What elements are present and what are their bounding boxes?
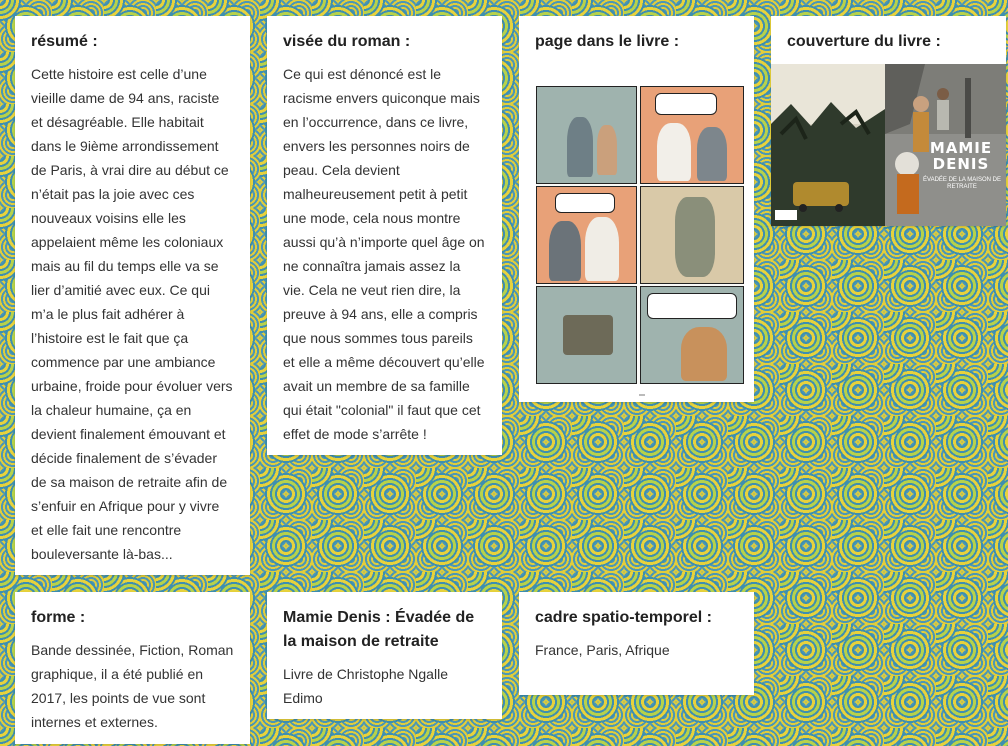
card-cover-image[interactable] (771, 16, 1006, 226)
card-title: visée du roman : (283, 33, 411, 50)
card-book-title[interactable] (267, 592, 502, 719)
comic-panel (536, 186, 637, 284)
card-body: Bande dessinée, Fiction, Roman graphique, il a été publié en 2017, les points de vue sont internes et externes. (31, 642, 234, 730)
figure-shape (657, 123, 691, 181)
comic-panel (536, 86, 637, 184)
card-title: Mamie Denis : Évadée de la maison de retraite (283, 609, 475, 650)
cover-front (885, 64, 1006, 226)
speech-bubble (555, 193, 615, 213)
card-cadre[interactable] (519, 592, 754, 695)
card-title: cadre spatio-temporel : (535, 609, 712, 626)
comic-page-image[interactable] (536, 86, 744, 384)
card-title: page dans le livre : (535, 33, 680, 50)
speech-bubble (647, 293, 737, 319)
speech-bubble (655, 93, 717, 115)
card-body: France, Paris, Afrique (535, 642, 670, 658)
cover-book-title: MAMIE DENIS (929, 139, 993, 173)
card-page-image[interactable] (519, 16, 754, 402)
card-resume[interactable] (15, 16, 250, 575)
card-body: Ce qui est dénoncé est le racisme envers quiconque mais en l’occurrence, dans ce livre, envers les personnes noirs de peau. Cela devient malheureusement petit à petit une mode, cela nous montre aussi qu’à n’importe quel âge on ne connaîtra jamais assez la vie. Cela ne veut rien dire, la preuve à 94 ans, elle a compris que nous sommes tous pareils et elle a même découvert qu’elle avait un membre de sa famille qui était "colonial" il faut que cet effet de mode s’arrête ! (283, 66, 485, 442)
figure-shape (681, 327, 727, 381)
cover-back (771, 64, 885, 226)
card-title: résumé : (31, 33, 98, 50)
comic-panel (640, 286, 744, 384)
figure-shape (567, 117, 593, 177)
cover-book-subtitle: ÉVADÉE DE LA MAISON DE RETRAITE (923, 177, 1001, 190)
card-forme[interactable] (15, 592, 250, 744)
tree-shape (675, 197, 715, 277)
comic-panel (640, 186, 744, 284)
card-title: couverture du livre : (787, 33, 941, 50)
figure-shape (585, 217, 619, 281)
figure-shape (697, 127, 727, 181)
book-cover-image[interactable] (771, 64, 1006, 226)
hut-shape (563, 315, 613, 355)
card-visee[interactable] (267, 16, 502, 455)
card-body: Cette histoire est celle d’une vieille dame de 94 ans, raciste et désagréable. Elle habitait dans le 9ième arrondissement de Paris, à vrai dire au début ce n’était pas la joie avec ces nouveaux voisins elle les appelaient même les coloniaux mais au fil du temps elle va se lier d’amitié avec eux. Ce qui m’a le plus fait adhérer à l’histoire est le fait que ça commence par une ambiance urbaine, froide pour évoluer vers la chaleur humaine, ça en devient finalement émouvant et décide finalement de s’évader de sa maison de retraite afin de s’enfuir en Afrique pour y vivre et elle fait une rencontre bouleversante là-bas... (31, 66, 233, 562)
card-title: forme : (31, 609, 86, 626)
figure-shape (597, 125, 617, 175)
figure-shape (549, 221, 581, 281)
comic-panel (640, 86, 744, 184)
page-number-mark (639, 394, 645, 396)
cover-back-illustration (771, 64, 885, 226)
card-body: Livre de Christophe Ngalle Edimo (283, 666, 448, 706)
comic-panel (536, 286, 637, 384)
